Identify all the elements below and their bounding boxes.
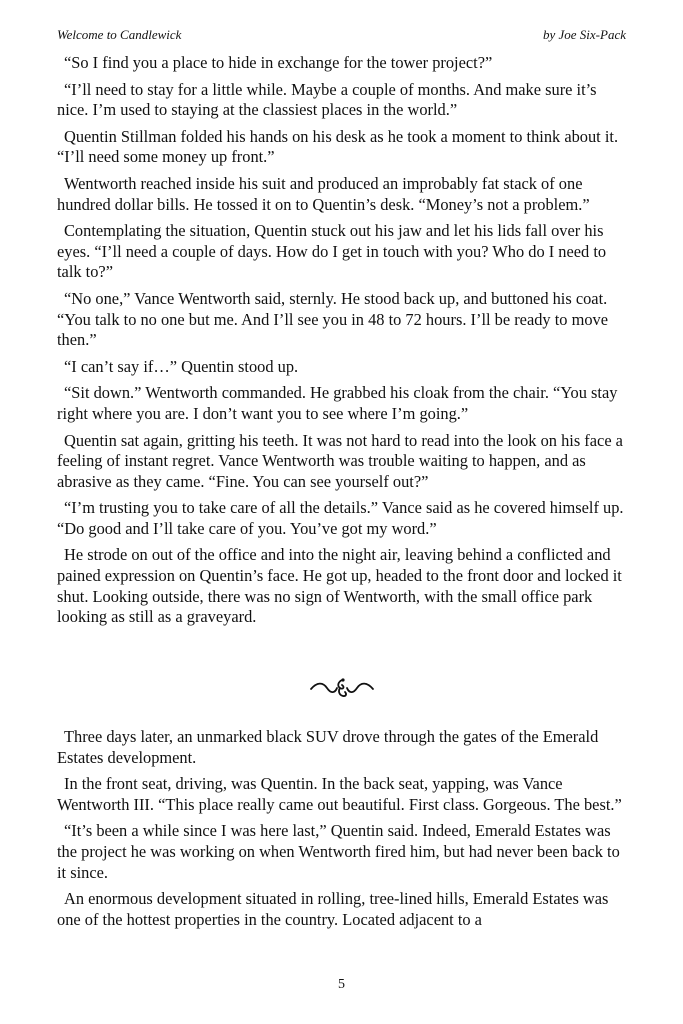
- paragraph: Wentworth reached inside his suit and produced an improbably fat stack of one hundred dollar bills. He tossed it on to Quentin’s desk. “Money’s not a problem.”: [57, 173, 590, 214]
- author-byline: by Joe Six-Pack: [542, 27, 626, 42]
- paragraph: Contemplating the situation, Quentin stuck out his jaw and let his lids fall over his eyes. “I’ll need a couple of days. How do I get in touch with you? Who do I need to talk to?”: [57, 221, 607, 282]
- paragraph: “I’ll need to stay for a little while. Maybe a couple of months. And make sure it’s nice. I’m used to staying at the classiest places in the world.”: [57, 79, 597, 120]
- paragraph: “I can’t say if…” Quentin stood up.: [64, 356, 299, 376]
- paragraph: Three days later, an unmarked black SUV drove through the gates of the Emerald Estates development.: [57, 727, 599, 767]
- book-title: Welcome to Candlewick: [57, 27, 182, 42]
- fleuron-divider-icon: [309, 677, 375, 699]
- paragraph: “Sit down.” Wentworth commanded. He grabbed his cloak from the chair. “You stay right where you are. I don’t want you to see where I’m going.”: [57, 383, 618, 423]
- running-header: [57, 27, 626, 45]
- page-number: 5: [338, 977, 345, 992]
- paragraph: He strode on out of the office and into the night air, leaving behind a conflicted and pained expression on Quentin’s face. He got up, headed to the front door and locked it shut. Looking outside, there was no sign of Wentworth, with the small office park looking as still as a graveyard.: [57, 545, 622, 627]
- text-section-2: [57, 727, 628, 936]
- paragraph: In the front seat, driving, was Quentin. In the back seat, yapping, was Vance Wentworth III. “This place really came out beautiful. First class. Gorgeous. The best.”: [57, 774, 622, 814]
- paragraph: An enormous development situated in rolling, tree-lined hills, Emerald Estates was one of the hottest properties in the country. Located adjacent to a: [57, 889, 609, 929]
- section-divider: [0, 677, 683, 704]
- paragraph: “I’m trusting you to take care of all the details.” Vance said as he covered himself up. “Do good and I’ll take care of you. You’ve got my word.”: [57, 498, 624, 538]
- paragraph: “So I find you a place to hide in exchange for the tower project?”: [64, 53, 493, 72]
- paragraph: Quentin Stillman folded his hands on his desk as he took a moment to think about it. “I’ll need some money up front.”: [57, 126, 619, 167]
- paragraph: “It’s been a while since I was here last,” Quentin said. Indeed, Emerald Estates was the project he was working on when Wentworth fired him, but had never been back to it since.: [57, 821, 620, 882]
- paragraph: Quentin sat again, gritting his teeth. It was not hard to read into the look on his face a feeling of instant regret. Vance Wentworth was trouble waiting to happen, and as abrasive as they came. “Fine. You can see yourself out?”: [57, 430, 623, 491]
- paragraph: “No one,” Vance Wentworth said, sternly. He stood back up, and buttoned his coat. “You talk to no one but me. And I’ll see you in 48 to 72 hours. I’ll be ready to move then.”: [57, 288, 608, 350]
- text-section-1: [57, 53, 628, 634]
